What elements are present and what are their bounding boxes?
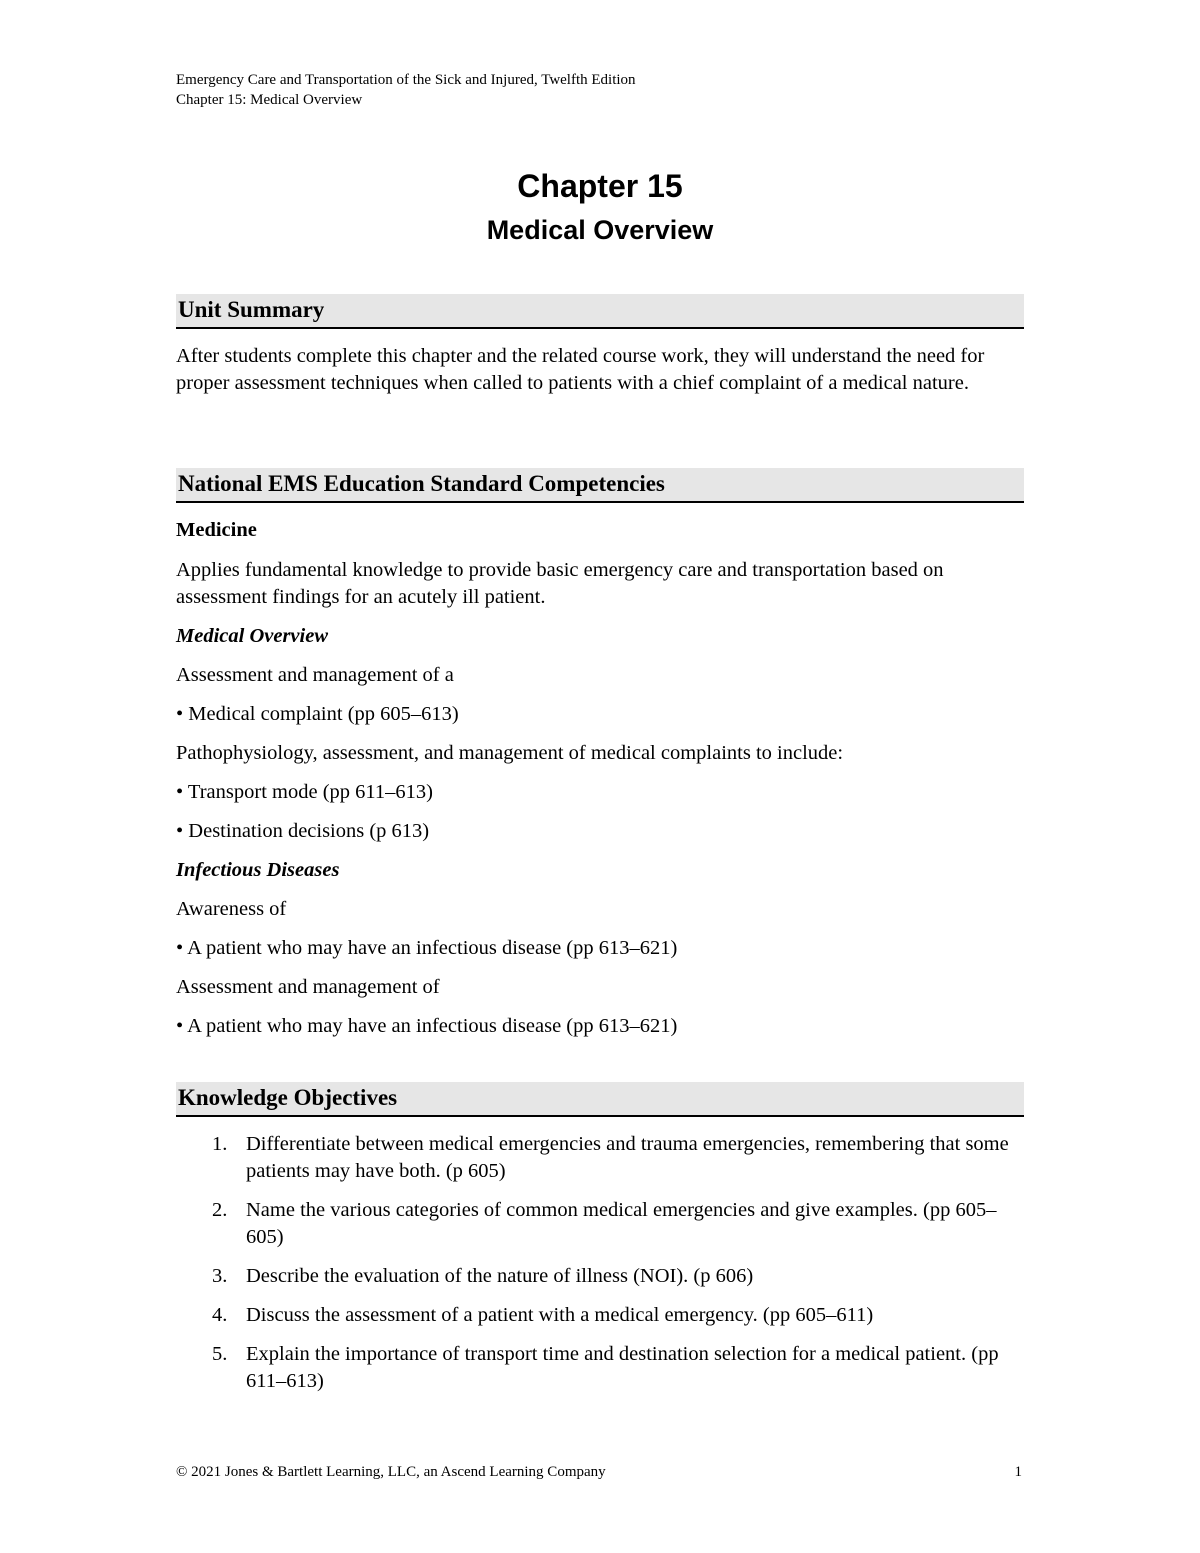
mo-line-1: Assessment and management of a: [176, 664, 454, 686]
page-footer: [176, 1462, 1024, 1482]
infectious-diseases-heading: Infectious Diseases: [176, 859, 340, 881]
unit-summary-section: [176, 294, 1024, 397]
objective-item: [176, 1131, 1024, 1185]
running-header-title: Emergency Care and Transportation of the Sick and Injured, Twelfth Edition: [176, 72, 636, 88]
page-number: 1: [1014, 1464, 1022, 1480]
mo-bullet-2: • Transport mode (pp 611–613): [176, 781, 433, 803]
objective-item: [176, 1197, 1024, 1251]
objective-number: 2.: [212, 1199, 228, 1221]
chapter-title: Chapter 15: [517, 168, 683, 204]
mo-bullet-1: • Medical complaint (pp 605–613): [176, 703, 459, 725]
objectives-heading: Knowledge Objectives: [176, 1082, 1024, 1117]
objective-number: 1.: [212, 1133, 228, 1155]
objective-text: Explain the importance of transport time and destination selection for a medical patient. (pp 611–613): [246, 1343, 999, 1392]
objective-number: 4.: [212, 1304, 228, 1326]
objective-item: [176, 1263, 1024, 1290]
objective-text: Describe the evaluation of the nature of illness (NOI). (p 606): [246, 1265, 754, 1287]
objectives-list: [176, 1131, 1024, 1395]
medicine-heading: Medicine: [176, 519, 257, 541]
running-header-chapter: Chapter 15: Medical Overview: [176, 92, 363, 108]
objective-number: 3.: [212, 1265, 228, 1287]
id-bullet-2: • A patient who may have an infectious disease (pp 613–621): [176, 1015, 678, 1037]
running-header: [176, 70, 636, 110]
competencies-heading: National EMS Education Standard Competencies: [176, 468, 1024, 503]
id-line-1: Awareness of: [176, 898, 287, 920]
mo-bullet-3: • Destination decisions (p 613): [176, 820, 430, 842]
objective-text: Discuss the assessment of a patient with a medical emergency. (pp 605–611): [246, 1304, 874, 1326]
objective-text: Name the various categories of common medical emergencies and give examples. (pp 605–605): [246, 1199, 997, 1248]
title-block: [0, 164, 1200, 252]
objectives-section: [176, 1082, 1024, 1407]
copyright-notice: © 2021 Jones & Bartlett Learning, LLC, an Ascend Learning Company: [176, 1464, 606, 1480]
objective-text: Differentiate between medical emergencies and trauma emergencies, remembering that some patients may have both. (p 605): [246, 1133, 1009, 1182]
id-line-2: Assessment and management of: [176, 976, 440, 998]
medical-overview-heading: Medical Overview: [176, 625, 328, 647]
chapter-subtitle: Medical Overview: [486, 215, 714, 245]
id-bullet-1: • A patient who may have an infectious disease (pp 613–621): [176, 937, 678, 959]
unit-summary-heading: Unit Summary: [176, 294, 1024, 329]
medicine-text: Applies fundamental knowledge to provide basic emergency care and transportation based on assessment findings for an acutely ill patient.: [176, 559, 944, 608]
objective-item: [176, 1341, 1024, 1395]
competencies-section: [176, 468, 1024, 1040]
mo-line-2: Pathophysiology, assessment, and management of medical complaints to include:: [176, 742, 844, 764]
unit-summary-text: After students complete this chapter and the related course work, they will understand the need for proper assessment techniques when called to patients with a chief complaint of a medical nature.: [176, 345, 985, 394]
objective-item: [176, 1302, 1024, 1329]
objective-number: 5.: [212, 1343, 228, 1365]
